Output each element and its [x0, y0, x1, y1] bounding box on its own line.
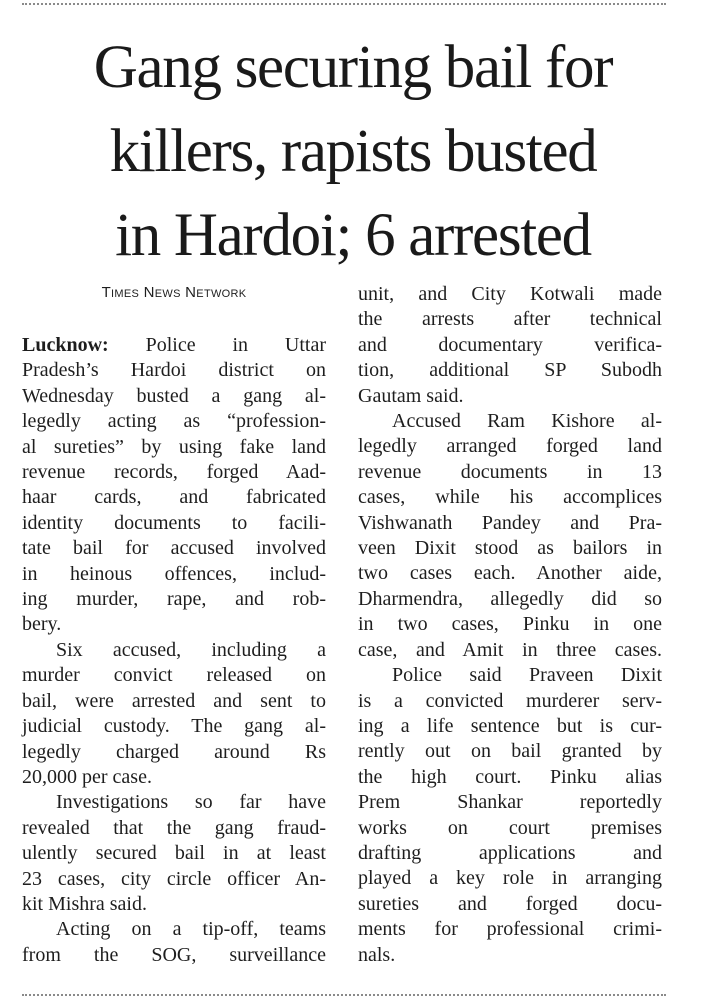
headline-line-1: Gang securing bail for [93, 34, 613, 101]
byline: Times News Network [101, 284, 247, 301]
body-line: case, and Amit in three cases. [358, 638, 662, 661]
body-line: Investigations so far have [56, 791, 326, 814]
body-line: Wednesday busted a gang al- [22, 384, 326, 407]
body-line: 20,000 per case. [22, 765, 152, 788]
headline-line-2: killers, rapists busted [109, 118, 597, 185]
body-line: haar cards, and fabricated [22, 486, 326, 509]
body-line: cases, while his accomplices [358, 486, 662, 509]
headline-line-3: in Hardoi; 6 arrested [115, 202, 591, 269]
body-line: ulently secured bail in at least [22, 842, 326, 865]
body-line: is a convicted murderer serv- [358, 689, 662, 712]
body-line: veen Dixit stood as bailors in [358, 537, 662, 560]
body-line: the high court. Pinku alias [358, 765, 662, 788]
top-dotted-rule [22, 3, 666, 5]
body-line: Dharmendra, allegedly did so [358, 587, 662, 610]
body-line [22, 333, 326, 358]
body-line: ments for professional crimi- [358, 918, 662, 941]
body-line: legedly charged around Rs [22, 740, 326, 763]
body-line: 23 cases, city circle officer An- [22, 867, 326, 890]
body-line: played a key role in arranging [358, 867, 662, 890]
body-line: identity documents to facili- [22, 511, 326, 534]
body-line: tion, additional SP Subodh [358, 359, 662, 382]
body-line: revealed that the gang fraud- [22, 816, 326, 839]
body-line: al sureties” by using fake land [22, 435, 326, 458]
body-line: two cases each. Another aide, [358, 562, 662, 585]
article-column-right [358, 282, 662, 968]
body-line-text: Police in Uttar [108, 334, 326, 356]
body-line: Six accused, including a [56, 638, 326, 661]
body-line: ing a life sentence but is cur- [358, 714, 662, 737]
body-line: ing murder, rape, and rob- [22, 588, 326, 611]
body-line: Prem Shankar reportedly [358, 791, 662, 814]
body-line: bail, were arrested and sent to [22, 689, 326, 712]
body-line: Acting on a tip-off, teams [56, 918, 326, 941]
body-line: judicial custody. The gang al- [22, 715, 326, 738]
body-line: kit Mishra said. [22, 892, 147, 915]
bottom-dotted-rule [22, 994, 666, 996]
article-column-left [22, 333, 326, 968]
body-line: the arrests after technical [358, 308, 662, 331]
body-line: works on court premises [358, 816, 662, 839]
body-line: in two cases, Pinku in one [358, 613, 662, 636]
body-line: in heinous offences, includ- [22, 562, 326, 585]
body-line: rently out on bail granted by [358, 740, 662, 763]
body-line: sureties and forged docu- [358, 892, 662, 915]
body-line: murder convict released on [22, 664, 326, 687]
body-line: legedly acting as “profession- [22, 410, 326, 433]
body-line: unit, and City Kotwali made [358, 283, 662, 305]
dateline: Lucknow: [22, 334, 109, 356]
body-line: tate bail for accused involved [22, 537, 326, 560]
headline [10, 26, 696, 278]
body-line: bery. [22, 613, 62, 636]
body-line: Pradesh’s Hardoi district on [22, 359, 326, 382]
body-line: from the SOG, surveillance [22, 943, 326, 966]
body-line: drafting applications and [358, 841, 662, 864]
body-line: revenue records, forged Aad- [22, 461, 326, 484]
body-line: Police said Praveen Dixit [392, 664, 662, 687]
body-line: nals. [358, 943, 396, 966]
body-line: Accused Ram Kishore al- [392, 410, 662, 433]
body-line: Vishwanath Pandey and Pra- [358, 511, 662, 534]
body-line: legedly arranged forged land [358, 435, 662, 458]
body-line: and documentary verifica- [358, 333, 662, 356]
body-line: revenue documents in 13 [358, 460, 662, 483]
body-line: Gautam said. [358, 384, 464, 407]
